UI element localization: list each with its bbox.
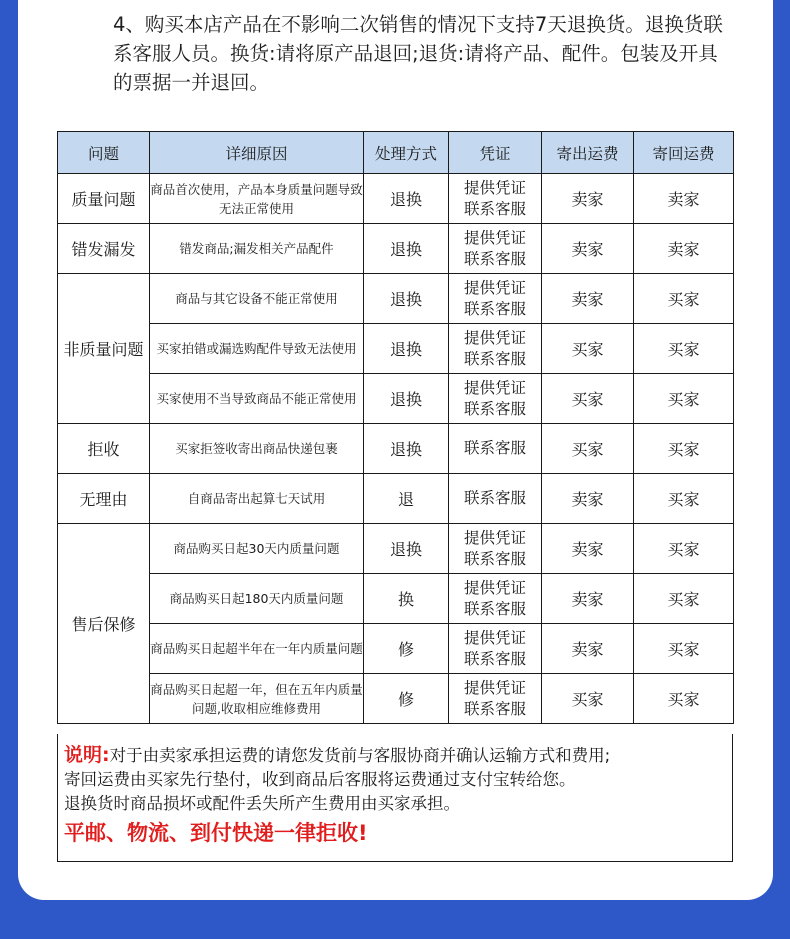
- proof-line: 提供凭证: [463, 578, 526, 597]
- note-line-2: 寄回运费由买家先行垫付，收到商品后客服将运费通过支付宝转给您。: [64, 770, 576, 789]
- send-fee-cell: 买家: [542, 324, 634, 374]
- method-cell: 退换: [364, 274, 449, 324]
- send-fee-cell: 卖家: [542, 224, 634, 274]
- rejection-warning: 平邮、物流、到付快递一律拒收!: [64, 821, 368, 845]
- table-row: [58, 424, 734, 474]
- detail-cell: 商品与其它设备不能正常使用: [150, 274, 364, 324]
- return-fee-cell: 卖家: [634, 224, 734, 274]
- send-fee-cell: 买家: [542, 674, 634, 724]
- method-cell: 退换: [364, 424, 449, 474]
- proof-line: 联系客服: [463, 549, 526, 568]
- method-cell: 修: [364, 674, 449, 724]
- proof-line: 联系客服: [463, 439, 526, 457]
- intro-paragraph: 4、购买本店产品在不影响二次销售的情况下支持7天退换货。退换货联系客服人员。换货:请将原产品退回;退货:请将产品、配件。包装及开具的票据一并退回。: [113, 13, 723, 94]
- issue-cell: 错发漏发: [58, 224, 150, 274]
- return-fee-cell: 买家: [634, 424, 734, 474]
- detail-cell: 商品购买日起超一年，但在五年内质量问题,收取相应维修费用: [150, 674, 364, 724]
- method-cell: 退换: [364, 524, 449, 574]
- proof-line: 联系客服: [463, 349, 526, 368]
- return-fee-cell: 买家: [634, 574, 734, 624]
- return-fee-cell: 买家: [634, 524, 734, 574]
- detail-cell: 商品购买日起30天内质量问题: [150, 524, 364, 574]
- method-cell: 修: [364, 624, 449, 674]
- note-line-3: 退换货时商品损坏或配件丢失所产生费用由买家承担。: [64, 794, 460, 813]
- proof-cell: [449, 674, 542, 724]
- return-fee-cell: 买家: [634, 674, 734, 724]
- proof-cell: [449, 224, 542, 274]
- proof-line: 提供凭证: [463, 678, 526, 697]
- proof-line: 提供凭证: [463, 378, 526, 397]
- table-row: [58, 624, 734, 674]
- proof-line: 提供凭证: [463, 178, 526, 197]
- method-cell: 退换: [364, 174, 449, 224]
- proof-line: 联系客服: [463, 399, 526, 418]
- send-fee-cell: 买家: [542, 374, 634, 424]
- detail-cell: 买家拍错或漏选购配件导致无法使用: [150, 324, 364, 374]
- note-text-1: 对于由卖家承担运费的请您发货前与客服协商并确认运输方式和费用;: [109, 746, 611, 765]
- proof-line: 联系客服: [463, 249, 526, 268]
- issue-cell: 售后保修: [58, 524, 150, 724]
- return-fee-cell: 买家: [634, 474, 734, 524]
- return-fee-cell: 买家: [634, 324, 734, 374]
- table-row: [58, 324, 734, 374]
- return-fee-cell: 买家: [634, 374, 734, 424]
- note-box: [57, 734, 733, 862]
- detail-cell: 错发商品;漏发相关产品配件: [150, 224, 364, 274]
- header-detail: 详细原因: [150, 132, 364, 174]
- proof-line: 联系客服: [463, 699, 526, 718]
- note-line-1: [64, 743, 732, 768]
- issue-cell: 非质量问题: [58, 274, 150, 424]
- proof-line: 联系客服: [463, 489, 526, 507]
- table-row: [58, 224, 734, 274]
- note-label: 说明:: [64, 744, 110, 766]
- method-cell: 退: [364, 474, 449, 524]
- proof-cell: [449, 274, 542, 324]
- issue-cell: 拒收: [58, 424, 150, 474]
- header-proof: 凭证: [449, 132, 542, 174]
- return-policy-table: [57, 131, 734, 724]
- table-row: [58, 174, 734, 224]
- return-fee-cell: 买家: [634, 274, 734, 324]
- proof-cell: [449, 174, 542, 224]
- proof-line: 提供凭证: [463, 528, 526, 547]
- header-send-fee: 寄出运费: [542, 132, 634, 174]
- send-fee-cell: 卖家: [542, 524, 634, 574]
- return-fee-cell: 买家: [634, 624, 734, 674]
- table-row: [58, 474, 734, 524]
- table-row: [58, 524, 734, 574]
- return-fee-cell: 卖家: [634, 174, 734, 224]
- proof-cell: [449, 324, 542, 374]
- method-cell: 退换: [364, 374, 449, 424]
- send-fee-cell: 卖家: [542, 474, 634, 524]
- proof-line: 联系客服: [463, 299, 526, 318]
- method-cell: 退换: [364, 324, 449, 374]
- table-row: [58, 374, 734, 424]
- method-cell: 退换: [364, 224, 449, 274]
- header-method: 处理方式: [364, 132, 449, 174]
- proof-line: 联系客服: [463, 599, 526, 618]
- send-fee-cell: 卖家: [542, 174, 634, 224]
- send-fee-cell: 买家: [542, 424, 634, 474]
- send-fee-cell: 卖家: [542, 274, 634, 324]
- detail-cell: 自商品寄出起算七天试用: [150, 474, 364, 524]
- proof-line: 联系客服: [463, 649, 526, 668]
- proof-cell: [449, 524, 542, 574]
- detail-cell: 买家使用不当导致商品不能正常使用: [150, 374, 364, 424]
- proof-line: 提供凭证: [463, 628, 526, 647]
- header-return-fee: 寄回运费: [634, 132, 734, 174]
- detail-cell: 商品首次使用，产品本身质量问题导致无法正常使用: [150, 174, 364, 224]
- detail-cell: 买家拒签收寄出商品快递包裹: [150, 424, 364, 474]
- table-row: [58, 674, 734, 724]
- proof-cell: [449, 624, 542, 674]
- proof-line: 提供凭证: [463, 228, 526, 247]
- proof-line: 提供凭证: [463, 328, 526, 347]
- proof-cell: [449, 374, 542, 424]
- proof-line: 联系客服: [463, 199, 526, 218]
- table-row: [58, 274, 734, 324]
- proof-cell: [449, 474, 542, 524]
- issue-cell: 质量问题: [58, 174, 150, 224]
- detail-cell: 商品购买日起超半年在一年内质量问题: [150, 624, 364, 674]
- issue-cell: 无理由: [58, 474, 150, 524]
- table-row: [58, 574, 734, 624]
- proof-cell: [449, 574, 542, 624]
- method-cell: 换: [364, 574, 449, 624]
- header-issue: 问题: [58, 132, 150, 174]
- detail-cell: 商品购买日起180天内质量问题: [150, 574, 364, 624]
- send-fee-cell: 卖家: [542, 574, 634, 624]
- table-header-row: [58, 132, 734, 174]
- send-fee-cell: 卖家: [542, 624, 634, 674]
- proof-line: 提供凭证: [463, 278, 526, 297]
- proof-cell: [449, 424, 542, 474]
